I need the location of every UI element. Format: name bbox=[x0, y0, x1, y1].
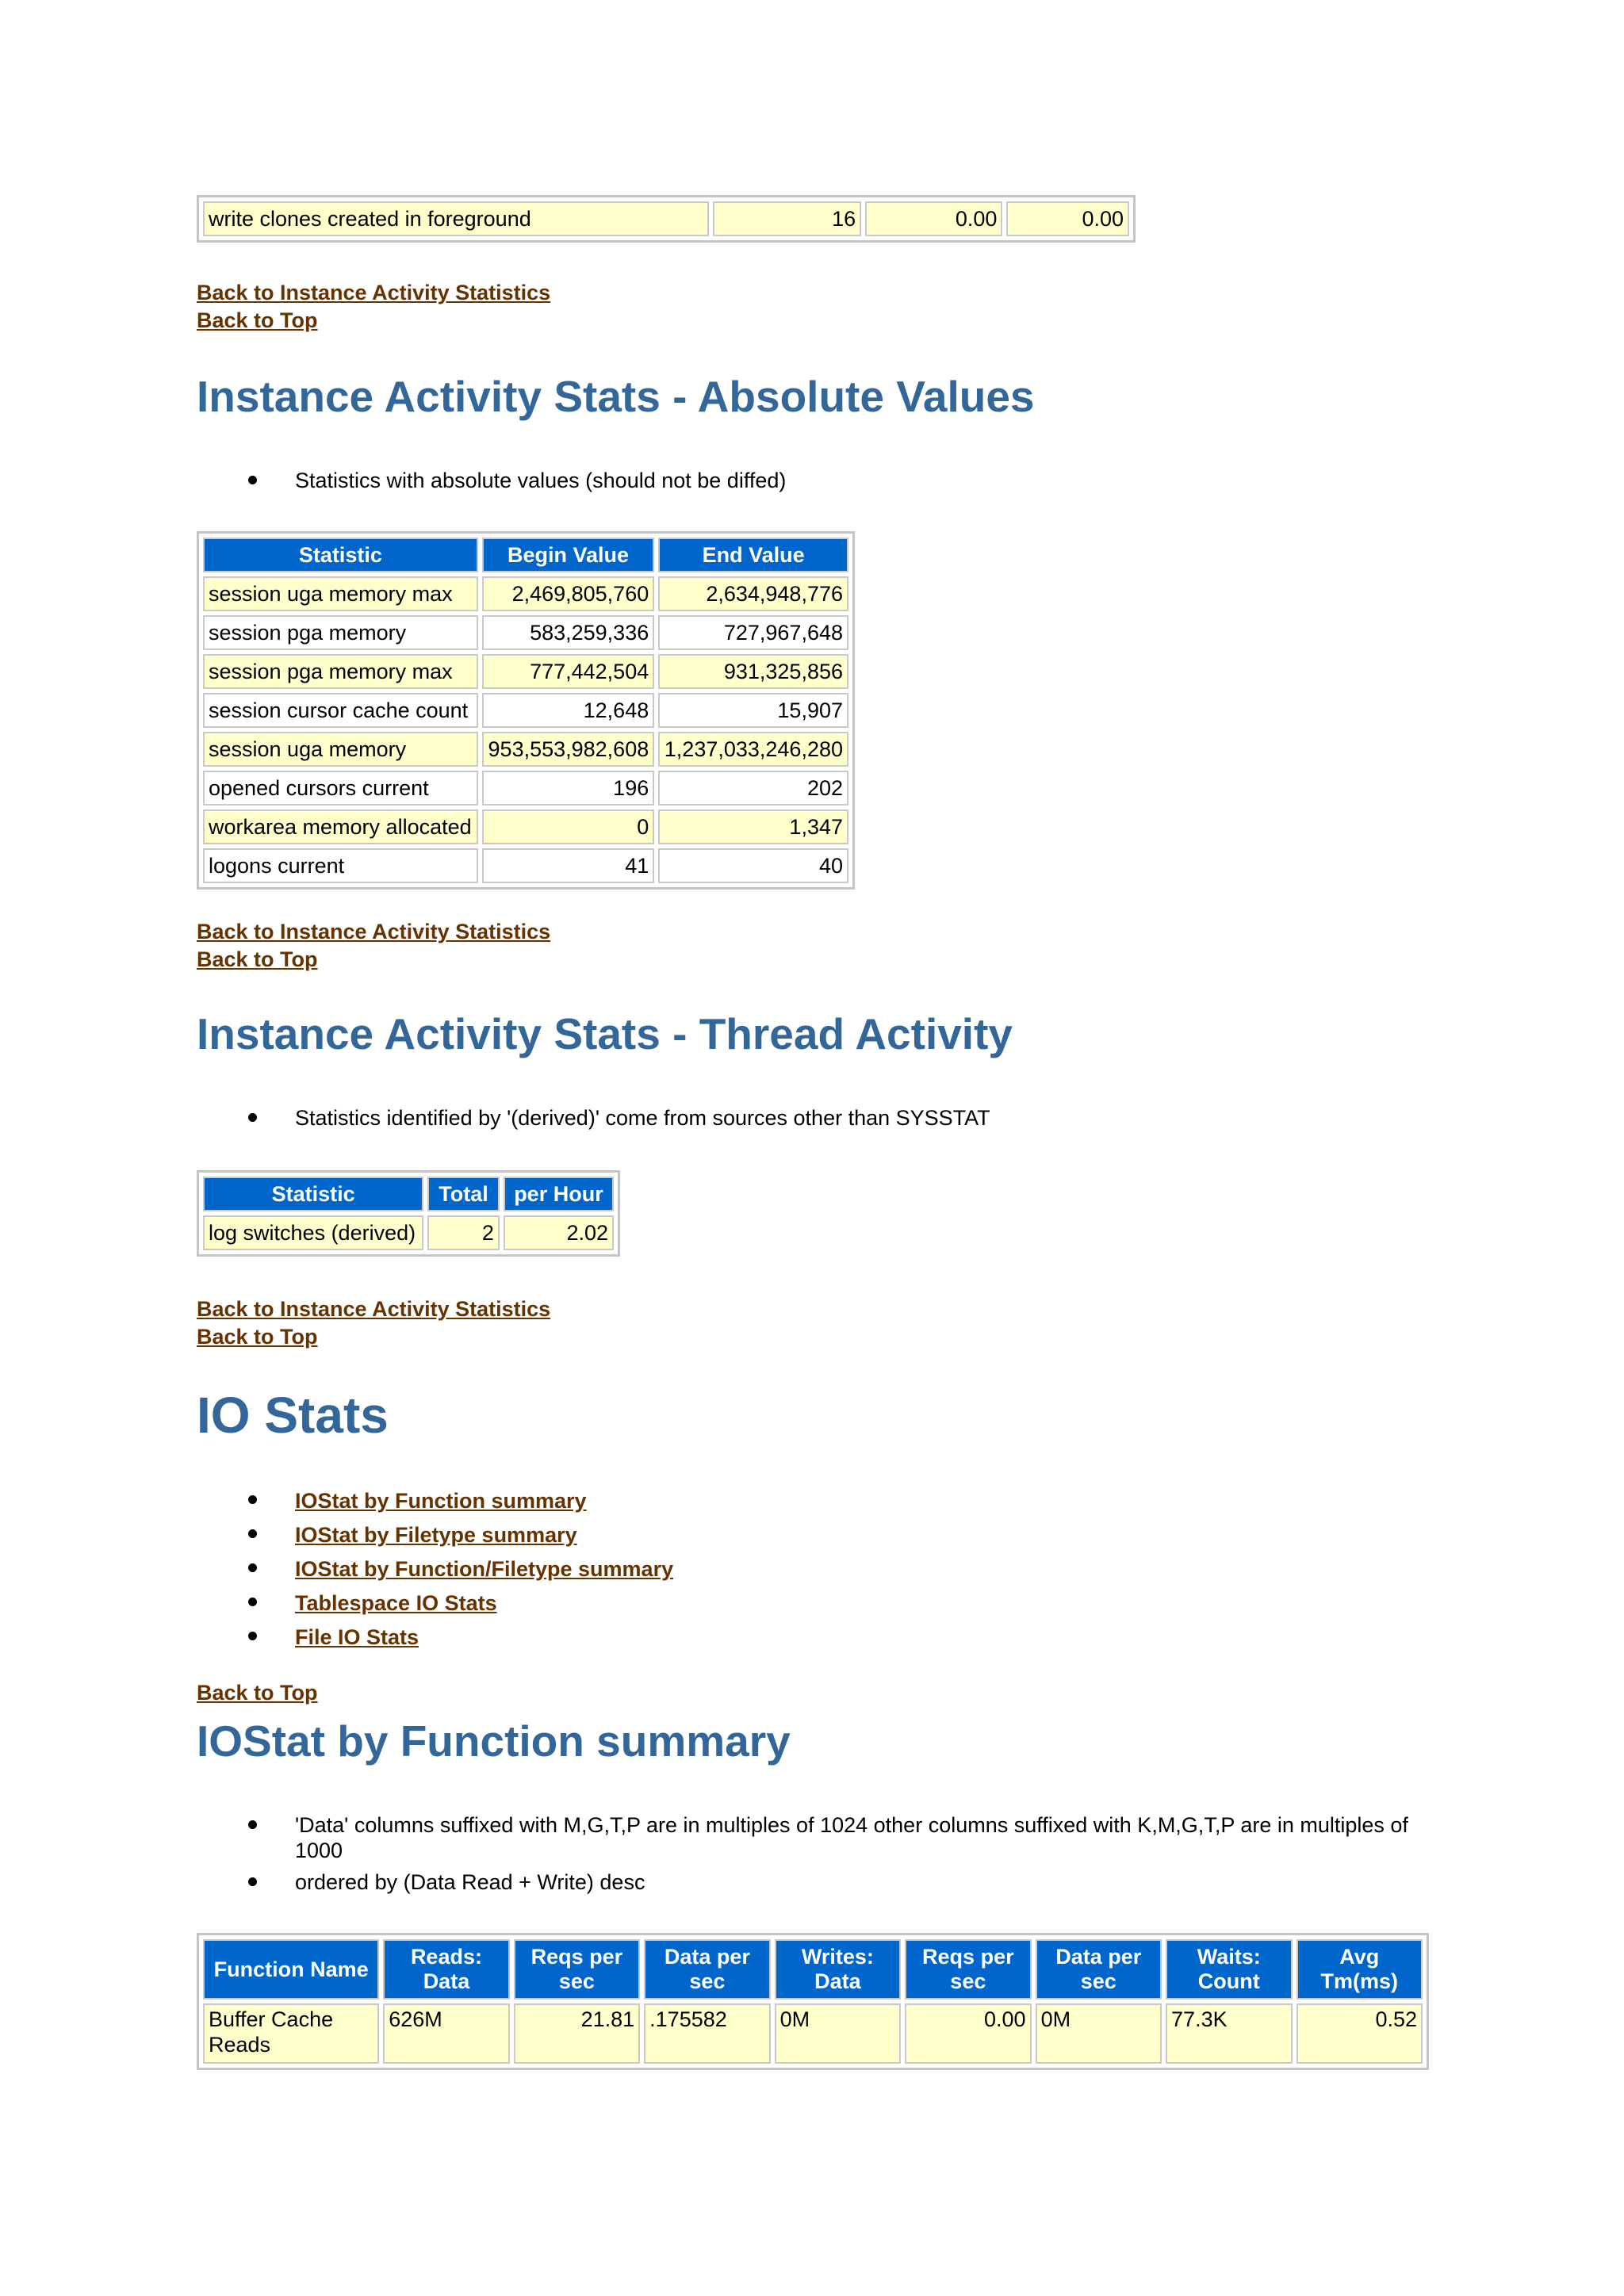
table-row bbox=[203, 615, 848, 650]
end-value-cell: 727,967,648 bbox=[658, 615, 848, 650]
nav-links-3 bbox=[197, 1295, 550, 1351]
list-item: ordered by (Data Read + Write) desc bbox=[197, 1869, 1442, 1895]
back-to-instance-activity-link[interactable]: Back to Instance Activity Statistics bbox=[197, 1297, 551, 1321]
table-row bbox=[203, 654, 848, 689]
column-header: Reads: Data bbox=[383, 1939, 509, 1999]
iostat-function-summary-notes bbox=[197, 1812, 1442, 1895]
reads-data-cell: 626M bbox=[383, 2003, 509, 2064]
begin-value-cell: 583,259,336 bbox=[482, 615, 654, 650]
end-value-cell: 931,325,856 bbox=[658, 654, 848, 689]
iostat-function-summary-heading: IOStat by Function summary bbox=[197, 1716, 791, 1766]
stat-name-cell: opened cursors current bbox=[203, 771, 478, 806]
table-header-row bbox=[203, 1177, 614, 1211]
list-item: Statistics with absolute values (should not be diffed) bbox=[197, 468, 1465, 493]
column-header: Total bbox=[427, 1177, 500, 1211]
column-header: Data per sec bbox=[644, 1939, 770, 1999]
nav-links-1 bbox=[197, 279, 550, 335]
column-header: Begin Value bbox=[482, 538, 654, 572]
writes-reqs-per-sec-cell: 0.00 bbox=[905, 2003, 1031, 2064]
column-header: Reqs per sec bbox=[514, 1939, 640, 1999]
list-item bbox=[197, 1521, 1465, 1549]
column-header: Statistic bbox=[203, 538, 478, 572]
column-header: Waits: Count bbox=[1166, 1939, 1292, 1999]
stat-name-cell: logons current bbox=[203, 848, 478, 883]
stat-name-cell: write clones created in foreground bbox=[203, 201, 709, 236]
iostat-function-summary-table bbox=[197, 1933, 1429, 2070]
tablespace-io-stats-link[interactable]: Tablespace IO Stats bbox=[295, 1591, 497, 1615]
list-item bbox=[197, 1590, 1465, 1617]
begin-value-cell: 953,553,982,608 bbox=[482, 732, 654, 767]
back-to-instance-activity-link[interactable]: Back to Instance Activity Statistics bbox=[197, 920, 551, 943]
end-value-cell: 2,634,948,776 bbox=[658, 576, 848, 611]
list-item bbox=[197, 1624, 1465, 1651]
reads-reqs-per-sec-cell: 21.81 bbox=[514, 2003, 640, 2064]
table-row bbox=[203, 732, 848, 767]
instance-activity-table-tail bbox=[197, 195, 1136, 243]
iostat-filetype-summary-link[interactable]: IOStat by Filetype summary bbox=[295, 1523, 577, 1547]
io-stats-heading: IO Stats bbox=[197, 1387, 389, 1444]
avg-tm-cell: 0.52 bbox=[1297, 2003, 1423, 2064]
thread-activity-notes bbox=[197, 1105, 1465, 1131]
list-item bbox=[197, 1487, 1465, 1515]
iostat-function-summary-link[interactable]: IOStat by Function summary bbox=[295, 1489, 587, 1513]
thread-activity-table bbox=[197, 1170, 620, 1257]
stat-name-cell: log switches (derived) bbox=[203, 1215, 423, 1250]
nav-links-4 bbox=[197, 1679, 318, 1707]
table-row bbox=[203, 693, 848, 728]
writes-data-per-sec-cell: 0M bbox=[1036, 2003, 1162, 2064]
table-row bbox=[203, 2003, 1423, 2064]
end-value-cell: 15,907 bbox=[658, 693, 848, 728]
end-value-cell: 40 bbox=[658, 848, 848, 883]
io-stats-links bbox=[197, 1487, 1465, 1651]
begin-value-cell: 12,648 bbox=[482, 693, 654, 728]
table-header-row bbox=[203, 1939, 1423, 1999]
stat-name-cell: session uga memory bbox=[203, 732, 478, 767]
back-to-top-link[interactable]: Back to Top bbox=[197, 1681, 318, 1705]
stat-name-cell: session pga memory bbox=[203, 615, 478, 650]
begin-value-cell: 41 bbox=[482, 848, 654, 883]
total-cell: 2 bbox=[427, 1215, 500, 1250]
waits-count-cell: 77.3K bbox=[1166, 2003, 1292, 2064]
table-row bbox=[203, 809, 848, 844]
absolute-values-table bbox=[197, 531, 855, 890]
total-cell: 16 bbox=[713, 201, 861, 236]
per-hour-cell: 2.02 bbox=[504, 1215, 614, 1250]
reads-data-per-sec-cell: .175582 bbox=[644, 2003, 770, 2064]
begin-value-cell: 0 bbox=[482, 809, 654, 844]
back-to-top-link[interactable]: Back to Top bbox=[197, 947, 318, 971]
stat-name-cell: session cursor cache count bbox=[203, 693, 478, 728]
writes-data-cell: 0M bbox=[775, 2003, 901, 2064]
back-to-top-link[interactable]: Back to Top bbox=[197, 308, 318, 332]
table-row bbox=[203, 771, 848, 806]
function-name-cell: Buffer Cache Reads bbox=[203, 2003, 379, 2064]
column-header: End Value bbox=[658, 538, 848, 572]
begin-value-cell: 2,469,805,760 bbox=[482, 576, 654, 611]
iostat-function-filetype-summary-link[interactable]: IOStat by Function/Filetype summary bbox=[295, 1557, 674, 1581]
table-row bbox=[203, 201, 1129, 236]
end-value-cell: 202 bbox=[658, 771, 848, 806]
list-item: Statistics identified by '(derived)' come from sources other than SYSSTAT bbox=[197, 1105, 1465, 1131]
begin-value-cell: 777,442,504 bbox=[482, 654, 654, 689]
table-row bbox=[203, 848, 848, 883]
nav-links-2 bbox=[197, 918, 550, 974]
stat-name-cell: session uga memory max bbox=[203, 576, 478, 611]
per-trans-cell: 0.00 bbox=[1006, 201, 1129, 236]
table-row bbox=[203, 576, 848, 611]
begin-value-cell: 196 bbox=[482, 771, 654, 806]
table-header-row bbox=[203, 538, 848, 572]
per-second-cell: 0.00 bbox=[865, 201, 1002, 236]
end-value-cell: 1,347 bbox=[658, 809, 848, 844]
column-header: Reqs per sec bbox=[905, 1939, 1031, 1999]
stat-name-cell: session pga memory max bbox=[203, 654, 478, 689]
table-row bbox=[203, 1215, 614, 1250]
absolute-values-notes bbox=[197, 468, 1465, 493]
column-header: per Hour bbox=[504, 1177, 614, 1211]
list-item bbox=[197, 1556, 1465, 1583]
column-header: Data per sec bbox=[1036, 1939, 1162, 1999]
end-value-cell: 1,237,033,246,280 bbox=[658, 732, 848, 767]
back-to-top-link[interactable]: Back to Top bbox=[197, 1325, 318, 1349]
thread-activity-heading: Instance Activity Stats - Thread Activity bbox=[197, 1009, 1013, 1058]
column-header: Statistic bbox=[203, 1177, 423, 1211]
column-header: Avg Tm(ms) bbox=[1297, 1939, 1423, 1999]
file-io-stats-link[interactable]: File IO Stats bbox=[295, 1625, 419, 1649]
absolute-values-heading: Instance Activity Stats - Absolute Values bbox=[197, 372, 1035, 421]
column-header: Writes: Data bbox=[775, 1939, 901, 1999]
column-header: Function Name bbox=[203, 1939, 379, 1999]
list-item: 'Data' columns suffixed with M,G,T,P are in multiples of 1024 other columns suffixed with K,M,G,T,P are in multiples of 1000 bbox=[197, 1812, 1442, 1863]
stat-name-cell: workarea memory allocated bbox=[203, 809, 478, 844]
back-to-instance-activity-link[interactable]: Back to Instance Activity Statistics bbox=[197, 281, 551, 304]
